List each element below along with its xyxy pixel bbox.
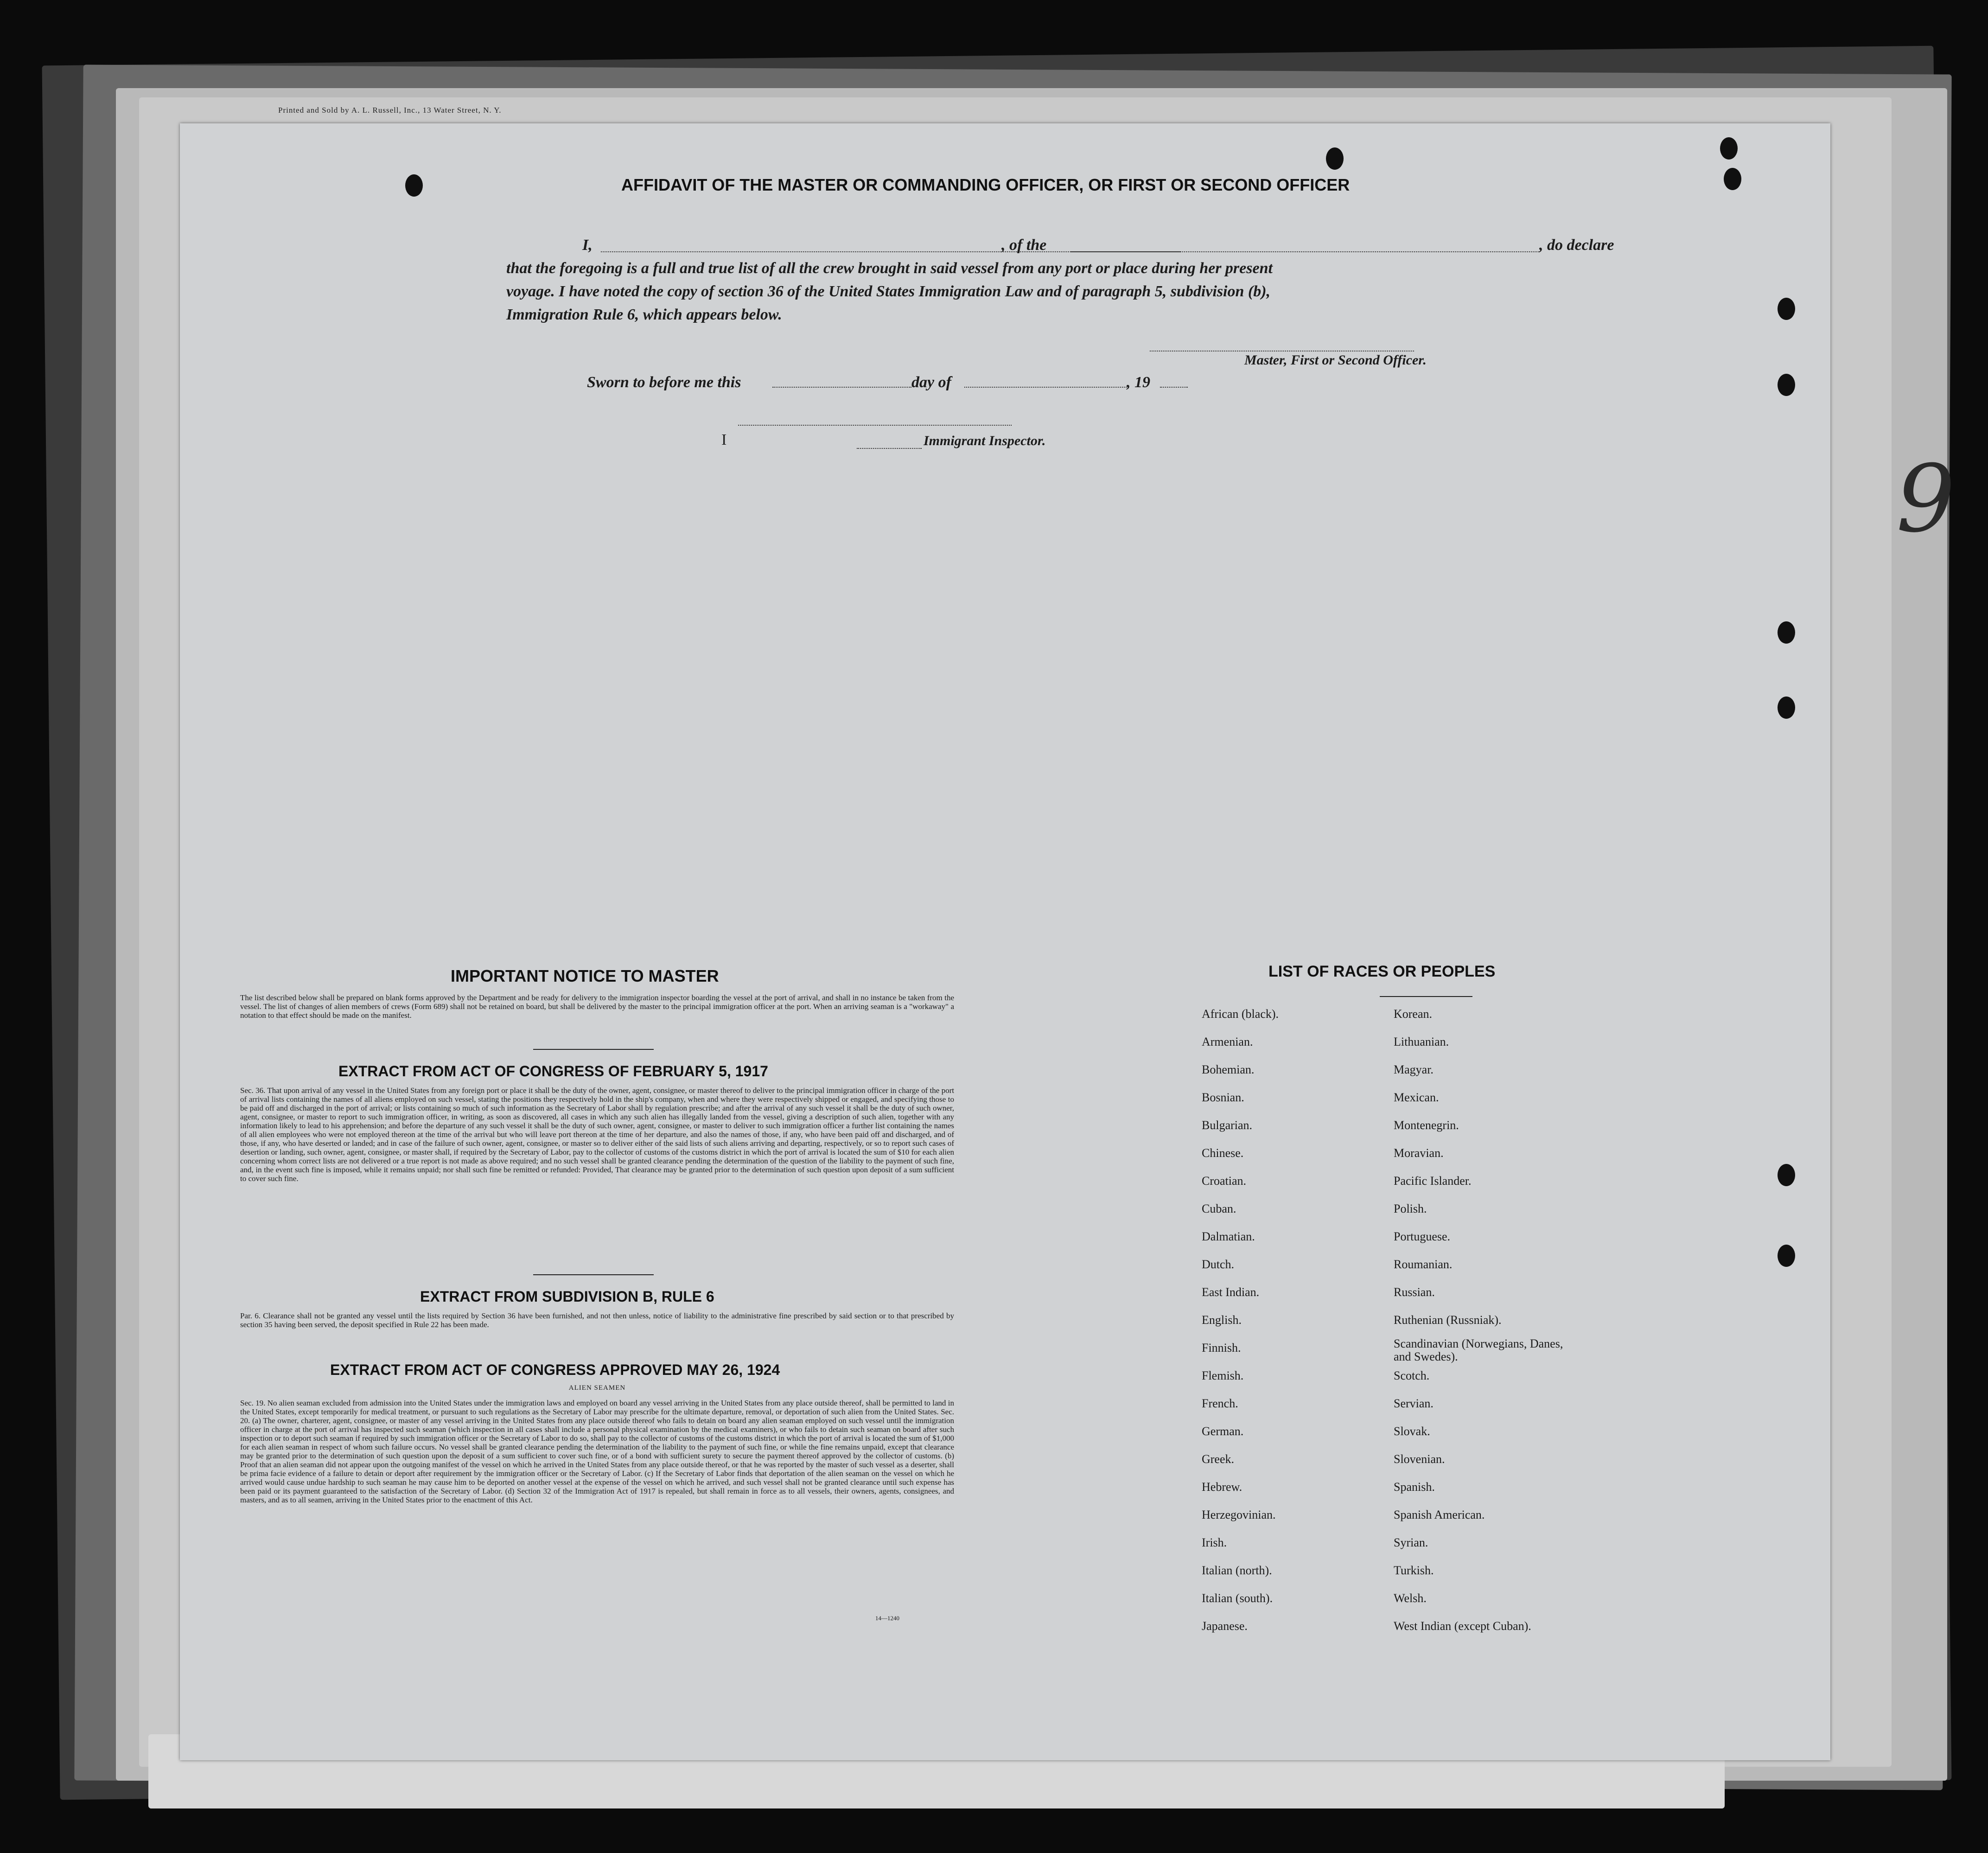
punch-hole-icon	[1326, 147, 1344, 170]
affidavit-of-the-label: , of the	[1001, 236, 1047, 254]
race-item: Dutch.	[1202, 1258, 1235, 1271]
race-item: Ruthenian (Russniak).	[1394, 1313, 1502, 1327]
affidavit-do-declare-label: , do declare	[1539, 236, 1614, 254]
affidavit-i-label: I,	[582, 236, 593, 254]
race-item: Pacific Islander.	[1394, 1174, 1472, 1188]
sworn-label: Sworn to before me this	[587, 374, 741, 391]
race-item: Herzegovinian.	[1202, 1508, 1276, 1521]
race-item: Italian (south).	[1202, 1591, 1273, 1605]
punch-hole-icon	[1720, 137, 1738, 160]
handwritten-mark: 9	[1896, 445, 1956, 553]
race-item: Spanish.	[1394, 1480, 1435, 1494]
punch-hole-icon	[405, 174, 423, 197]
manifest-page	[180, 123, 1830, 1760]
race-item: Lithuanian.	[1394, 1035, 1449, 1048]
form-number: 14—1240	[875, 1615, 899, 1622]
race-item: German.	[1202, 1425, 1244, 1438]
race-item: English.	[1202, 1313, 1242, 1327]
races-list-left	[1202, 1007, 1387, 1675]
divider	[533, 1049, 654, 1050]
race-item: Russian.	[1394, 1285, 1435, 1299]
race-item: Italian (north).	[1202, 1564, 1272, 1577]
inspector-mark: I	[721, 431, 727, 448]
affidavit-line-2: voyage. I have noted the copy of section 36 of the United States Immigration Law and of paragraph 5, subdivision (b),	[506, 283, 1271, 300]
race-item: Servian.	[1394, 1397, 1434, 1410]
race-item: Slovak.	[1394, 1425, 1430, 1438]
affidavit-line-1: that the foregoing is a full and true list of all the crew brought in said vessel from any port or place during her present	[506, 260, 1273, 277]
divider	[533, 1274, 654, 1275]
punch-hole-icon	[1778, 1245, 1795, 1267]
race-item: Japanese.	[1202, 1619, 1248, 1633]
inspector-dots	[857, 448, 922, 449]
race-item: Polish.	[1394, 1202, 1427, 1215]
race-item: Hebrew.	[1202, 1480, 1242, 1494]
race-item: Irish.	[1202, 1536, 1227, 1549]
race-item: Roumanian.	[1394, 1258, 1453, 1271]
day-of-label: day of	[911, 374, 951, 391]
extract-1917-text: Sec. 36. That upon arrival of any vessel in the United States from any foreign port or place it shall be the duty of the owner, agent, consignee, or master thereof to deliver to the principal immigration officer in charge of the port of arrival lists containing the names of all aliens employed on such vessel, stating the positions they respectively hold in the ship's company, when and where they were respectively shipped or engaged, and specifying those to be paid off and discharged in the port of arrival; or lists containing so much of such information as the Secretary of Labor shall by regulation prescribe; and after the arrival of any such vessel it shall be the duty of such owner, agent, consignee, or master to report to such immigration officer, in writing, as soon as discovered, all cases in which any such alien has illegally landed from the vessel, giving a description of such alien, together with any information likely to lead to his apprehension; and before the departure of any such vessel it shall be the duty of such owner, agent, consignee, or master to deliver to such immigration officer a further list containing the names of all alien employees who were not employed thereon at the time of the arrival but who will leave port thereon at the time of her departure, and also the names of those, if any, who have been paid off and discharged, and of those, if any, who have deserted or landed; and in case of the failure of such owner, agent, consignee, or master so to deliver either of the said lists of such aliens arriving and departing, respectively, or so to report such cases of desertion or landing, such owner, agent, consignee, or master shall, if required by the Secretary of Labor, pay to the collector of customs of the customs district in which the port of arrival is located the sum of $10 for each alien concerning whom correct lists are not delivered or a true report is not made as above required; and no such vessel shall be granted clearance pending the determination of the question of the liability to the payment of such fine, and, in the event such fine is imposed, while it remains unpaid; nor shall such fine be remitted or refunded: Provided, That clearance may be granted prior to the determination of such question upon deposit of a sum sufficient to cover such fine.	[240, 1086, 954, 1183]
race-item: Bohemian.	[1202, 1063, 1255, 1076]
affidavit-title: AFFIDAVIT OF THE MASTER OR COMMANDING OFFICER, OR FIRST OR SECOND OFFICER	[621, 175, 1350, 194]
race-item: Portuguese.	[1394, 1230, 1451, 1243]
inspector-label: Immigrant Inspector.	[924, 433, 1046, 448]
race-item: Finnish.	[1202, 1341, 1241, 1355]
race-item: Moravian.	[1394, 1146, 1444, 1160]
race-item: West Indian (except Cuban).	[1394, 1619, 1531, 1633]
race-item: Montenegrin.	[1394, 1118, 1459, 1132]
race-item: Dalmatian.	[1202, 1230, 1255, 1243]
race-item: Bosnian.	[1202, 1091, 1244, 1104]
punch-hole-icon	[1778, 621, 1795, 644]
race-item: Magyar.	[1394, 1063, 1434, 1076]
race-item: Croatian.	[1202, 1174, 1247, 1188]
punch-hole-icon	[1778, 298, 1795, 320]
punch-hole-icon	[1778, 1164, 1795, 1186]
race-item: Syrian.	[1394, 1536, 1428, 1549]
year-label: , 19	[1127, 374, 1150, 391]
race-item: East Indian.	[1202, 1285, 1260, 1299]
notice-text: The list described below shall be prepared on blank forms approved by the Department and be ready for delivery to the immigration inspector boarding the vessel at the port of arrival, and shall in no instance be taken from the vessel. The list of changes of alien members of crews (Form 689) shall not be retained on board, but shall be delivered by the master to the principal immigration officer at the port. When an arriving seaman is a "workaway" a notation to that effect should be made on the manifest.	[240, 993, 954, 1020]
race-item: Turkish.	[1394, 1564, 1434, 1577]
vessel-name-field[interactable]	[1071, 251, 1539, 252]
punch-hole-icon	[1724, 168, 1741, 190]
race-item: Chinese.	[1202, 1146, 1244, 1160]
race-item: French.	[1202, 1397, 1238, 1410]
signature-label: Master, First or Second Officer.	[1244, 352, 1427, 368]
sworn-day-field[interactable]	[772, 387, 911, 388]
extract-1924-subtitle: ALIEN SEAMEN	[568, 1384, 626, 1392]
races-list-right	[1394, 1007, 1616, 1675]
inspector-signature-field[interactable]	[738, 425, 1012, 426]
race-item: African (black).	[1202, 1007, 1279, 1021]
race-item: Korean.	[1394, 1007, 1433, 1021]
extract-1924-text: Sec. 19. No alien seaman excluded from admission into the United States under the immigration laws and employed on board any vessel arriving in the United States from any place outside thereof, shall be permitted to land in the United States, except temporarily for medical treatment, or pursuant to such regulations as the Secretary of Labor may prescribe for the ultimate departure, removal, or deportation of such alien from the United States. Sec. 20. (a) The owner, charterer, agent, consignee, or master of any vessel arriving in the United States from any place outside thereof who fails to detain on board any alien seaman employed on such vessel until the immigration officer in charge at the port of arrival has inspected such seaman (which inspection in all cases shall include a personal physical examination by the medical examiners), or who fails to detain such seaman on board after such inspection or to deport such seaman if required by such immigration officer or the Secretary of Labor to do so, shall pay to the collector of customs of the customs district in which the port of arrival is located the sum of $1,000 for each alien seaman in respect of whom such failure occurs. No vessel shall be granted clearance pending the determination of the liability to the payment of such fine, or while the fine remains unpaid, except that clearance may be granted prior to the determination of such question upon the deposit of a sum sufficient to cover such fine, or of a bond with sufficient surety to secure the payment thereof approved by the collector of customs. (b) Proof that an alien seaman did not appear upon the outgoing manifest of the vessel on which he arrived in the United States from any place outside thereof, or that he was reported by the master of such vessel as a deserter, shall be prima facie evidence of a failure to detain or deport after requirement by the immigration officer or the Secretary of Labor. (c) If the Secretary of Labor finds that deportation of the alien seaman on the vessel on which he arrived would cause undue hardship to such seaman he may cause him to be deported on another vessel at the expense of the vessel on which he arrived, and such vessel shall not be granted clearance until such expense has been paid or its payment guaranteed to the satisfaction of the Secretary of Labor. (d) Section 32 of the Immigration Act of 1917 is repealed, but shall remain in force as to all vessels, their owners, agents, consignees, and masters, and as to all seamen, arriving in the United States prior to the enactment of this Act.	[240, 1399, 954, 1504]
race-item: Cuban.	[1202, 1202, 1236, 1215]
affidavit-line-3: Immigration Rule 6, which appears below.	[506, 306, 782, 323]
extract-1917-title: EXTRACT FROM ACT OF CONGRESS OF FEBRUARY 5, 1917	[338, 1063, 768, 1080]
race-item: Mexican.	[1394, 1091, 1439, 1104]
sworn-month-field[interactable]	[964, 387, 1127, 388]
races-title: LIST OF RACES OR PEOPLES	[1268, 963, 1496, 980]
notice-title: IMPORTANT NOTICE TO MASTER	[451, 966, 719, 985]
race-item: Welsh.	[1394, 1591, 1427, 1605]
race-item: Flemish.	[1202, 1369, 1244, 1382]
printer-note: Printed and Sold by A. L. Russell, Inc., 13 Water Street, N. Y.	[278, 106, 502, 115]
extract-rule6-text: Par. 6. Clearance shall not be granted any vessel until the lists required by Section 36 have been furnished, and not then unless, notice of liability to the administrative fine prescribed by said section or to that prescribed by section 35 having been served, the deposit specified in Rule 22 has been made.	[240, 1311, 954, 1329]
punch-hole-icon	[1778, 696, 1795, 719]
race-item: Spanish American.	[1394, 1508, 1485, 1521]
punch-hole-icon	[1778, 374, 1795, 396]
race-item: Bulgarian.	[1202, 1118, 1253, 1132]
race-item: Slovenian.	[1394, 1452, 1445, 1466]
sworn-year-field[interactable]	[1160, 387, 1188, 388]
race-item: Scandinavian (Norwegians, Danes, and Swedes).	[1394, 1337, 1563, 1363]
race-item: Scotch.	[1394, 1369, 1430, 1382]
extract-1924-title: EXTRACT FROM ACT OF CONGRESS APPROVED MAY 26, 1924	[330, 1361, 780, 1378]
divider	[1380, 996, 1472, 997]
race-item: Armenian.	[1202, 1035, 1253, 1048]
race-item: Greek.	[1202, 1452, 1235, 1466]
extract-rule6-title: EXTRACT FROM SUBDIVISION B, RULE 6	[420, 1288, 714, 1305]
